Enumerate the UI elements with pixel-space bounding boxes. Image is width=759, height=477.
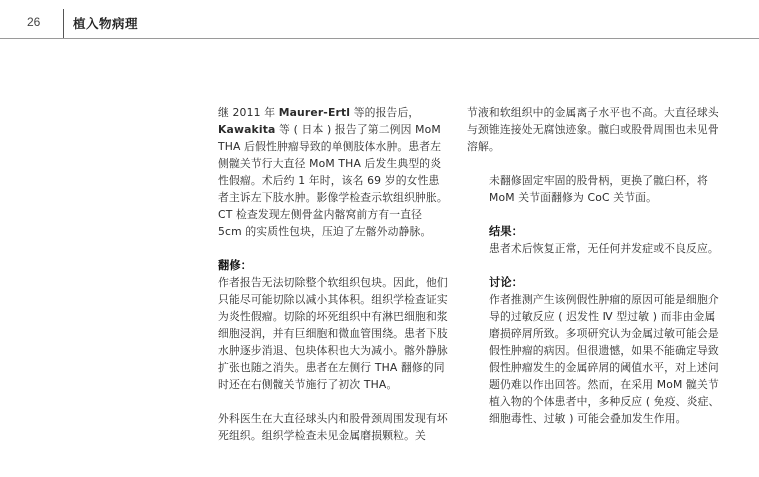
discussion-heading: 讨论： [489,276,524,289]
right-column [467,104,725,427]
fixation-paragraph: 未翻修固定牢固的股骨柄，更换了髋臼杯，将 MoM 关节面翻修为 CoC 关节面。 [489,174,708,204]
author-name: Kawakita [218,123,276,136]
book-title: 植入物病理 [73,16,139,31]
header-divider [63,9,64,39]
intro-paragraph [196,104,448,240]
page-number: 26 [27,15,41,29]
intro-seg: 继 2011 年 [218,106,279,119]
spacer [467,206,725,223]
revision-paragraph: 作者报告无法切除整个软组织包块。因此，他们只能尽可能切除以减小其体积。组织学检查证实为炎性假瘤。切除的坏死组织中有淋巴细胞和浆细胞浸润，并有巨细胞和微血管围绕。患者下肢水肿逐步消退、包块体积也大为减小。髂外静脉扩张也随之消失。患者在左侧行 THA 翻修的同时还在右侧髋关节施行了初次 THA。 [218,276,448,391]
left-column [196,104,448,444]
intro-seg: 等 ( 日本 ) 报告了第二例因 MoM THA 后假性肿瘤导致的单侧肢体水肿。患者左侧髋关节行大直径 MoM THA 后发生典型的炎性假瘤。术后约 1 年时，该名 69 岁的女性患者主诉左下肢水肿。影像学检查示软组织肿胀。CT 检查发现左侧骨盆内髂窝前方有一直径 5cm 的实质性包块，压迫了左髂外动静脉。 [218,123,448,238]
spacer [196,240,448,257]
continuation-paragraph: 节液和软组织中的金属离子水平也不高。大直径球头与颈锥连接处无腐蚀迹象。髋臼或股骨周围也未见骨溶解。 [467,106,719,153]
revision-heading: 翻修： [218,259,253,272]
surgeon-paragraph: 外科医生在大直径球头内和股骨颈周围发现有坏死组织。组织学检查未见金属磨损颗粒。关 [218,412,448,442]
discussion-paragraph: 作者推测产生该例假性肿瘤的原因可能是细胞介导的过敏反应 ( 迟发性 Ⅳ 型过敏 ) 而非由金属磨损碎屑所致。多项研究认为金属过敏可能会是假性肿瘤的病因。但很遗憾，如果不能确定导致假性肿瘤发生的金属碎屑的阈值水平，对上述问题仍难以作出回答。然而，在采用 MoM 髋关节植入物的个体患者中，多种反应 ( 免疫、炎症、细胞毒性、过敏 ) 可能会叠加发生作用。 [489,293,720,425]
header-rule [0,38,759,39]
spacer [196,393,448,410]
page-header [0,0,759,44]
spacer [467,257,725,274]
author-name: Maurer-Ertl [278,106,351,119]
intro-seg: 等的报告后， [350,106,420,119]
result-paragraph: 患者术后恢复正常，无任何并发症或不良反应。 [489,242,719,255]
spacer [467,155,725,172]
result-heading: 结果： [489,225,524,238]
